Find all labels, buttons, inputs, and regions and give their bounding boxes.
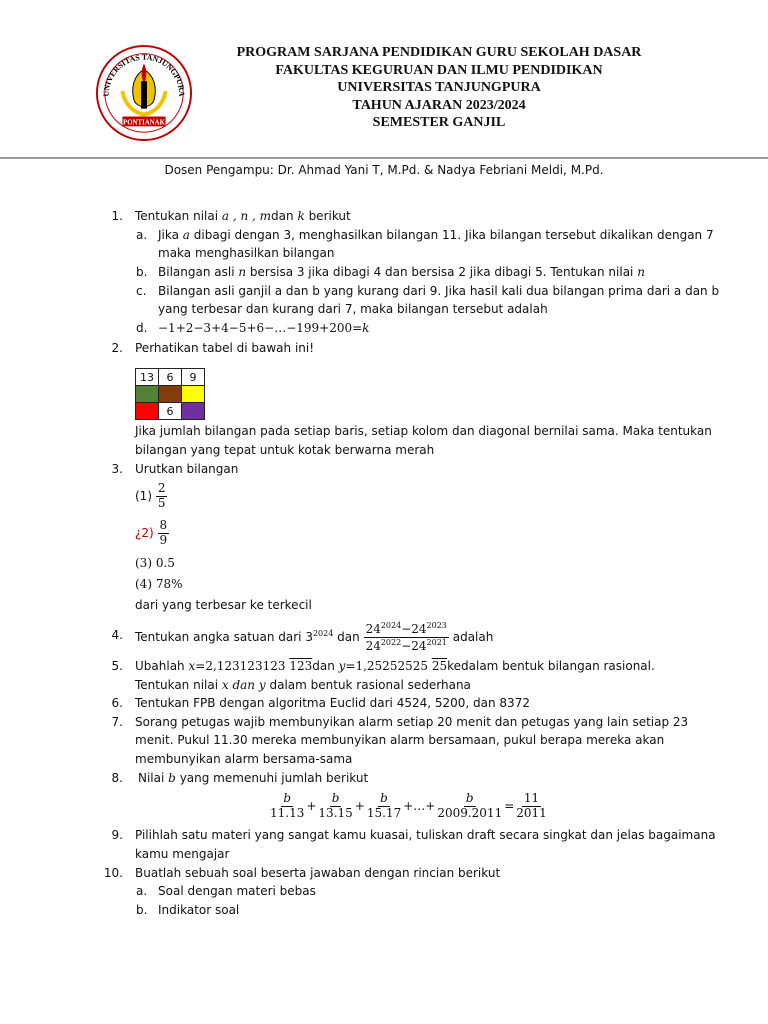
q7-line1: Sorang petugas wajib membunyikan alarm setiap 20 menit dan petugas yang lain setiap 23 [135, 715, 689, 729]
q1c-cont: yang terbesar dan kurang dari 7, maka bilangan tersebut adalah [158, 302, 548, 316]
q7-number: 7. [111, 715, 123, 729]
q3-item2: ¿2) $\frac{8}{9}$ [135, 518, 168, 547]
table-cell: 13 [136, 369, 159, 386]
table-row [136, 403, 205, 420]
table-row [136, 386, 205, 403]
table-cell: 6 [159, 369, 182, 386]
q6-text: Tentukan FPB dengan algoritma Euclid dari 4524, 5200, dan 8372 [135, 696, 530, 710]
q3-number: 3. [111, 462, 123, 476]
q1d-label: d. [136, 321, 148, 335]
q7-line3: membunyikan alarm bersama-sama [135, 752, 353, 766]
logo-bottom-text: PONTIANAK [123, 119, 165, 127]
header-program: PROGRAM SARJANA PENDIDIKAN GURU SEKOLAH DASAR [236, 45, 642, 60]
q4-text: Tentukan angka satuan dari $3^{2024}$ dan $\frac{24^{2024}-24^{2023}}{24^{2022}-24^{2021}}$ adalah [135, 621, 494, 653]
q9-line1: Pilihlah satu materi yang sangat kamu kuasai, tuliskan draft secara singkat dan jelas bagaimana [135, 828, 716, 842]
logo-top-text: UNIVERSITAS TANJUNGPURA [101, 52, 187, 97]
table-cell: 6 [159, 403, 182, 420]
header-academic-year: TAHUN AJARAN 2023/2024 [352, 97, 526, 113]
q10-number: 10. [103, 866, 123, 880]
q2-after-line1: Jika jumlah bilangan pada setiap baris, setiap kolom dan diagonal bernilai sama. Maka tentukan [135, 424, 712, 438]
university-logo [95, 44, 193, 142]
purple-cell [182, 403, 205, 420]
q10-text: Buatlah sebuah soal beserta jawaban dengan rincian berikut [135, 866, 501, 880]
lecturer-line: Dosen Pengampu: Dr. Ahmad Yani T, M.Pd. & Nadya Febriani Meldi, M.Pd. [164, 163, 604, 177]
q7-line2: menit. Pukul 11.30 mereka membunyikan alarm bersamaan, pukul berapa mereka akan [135, 733, 665, 747]
q8-text: Nilai b yang memenuhi jumlah berikut [138, 771, 369, 785]
header-semester: SEMESTER GANJIL [372, 115, 506, 130]
header-university: UNIVERSITAS TANJUNGPURA [337, 80, 541, 95]
q3-text: Urutkan bilangan [135, 462, 239, 476]
q1b-text: Bilangan asli n bersisa 3 jika dibagi 4 dan bersisa 2 jika dibagi 5. Tentukan nilai n [158, 265, 645, 279]
yellow-cell [182, 386, 205, 403]
q1a-label: a. [136, 228, 148, 242]
header-faculty: FAKULTAS KEGURUAN DAN ILMU PENDIDIKAN [275, 62, 603, 78]
q5-number: 5. [111, 659, 123, 673]
q1a-text: Jika a dibagi dengan 3, menghasilkan bilangan 11. Jika bilangan tersebut dikalikan dengan 7 [158, 228, 714, 242]
header-divider [0, 157, 768, 159]
q9-line2: kamu mengajar [135, 847, 230, 861]
q4-number: 4. [111, 628, 123, 642]
q1d-expression: −1+2−3+4−5+6−…−199+200=k [158, 321, 370, 335]
document-header [200, 44, 678, 132]
q3-item1: (1) $\frac{2}{5}$ [135, 481, 166, 510]
q1c-text: Bilangan asli ganjil a dan b yang kurang dari 9. Jika hasil kali dua bilangan prima dari a dan b [158, 284, 720, 298]
q1b-label: b. [136, 265, 148, 279]
q3-tail: dari yang terbesar ke terkecil [135, 598, 312, 612]
q1-intro: Tentukan nilai a , n , mdan k berikut [135, 209, 351, 223]
table-row [136, 369, 205, 386]
q3-item3: (3) 0.5 [135, 556, 175, 570]
q4-fraction: $\frac{24^{2024}-24^{2023}}{24^{2022}-24^{2021}}$ [365, 621, 447, 653]
q8-equation: $\frac{b}{11.13}$ + $\frac{b}{13.15}$ + $\frac{b}{15.17}$ +…+ $\frac{b}{2009.2011}$ = $\frac{11}{2011}$ [270, 791, 547, 820]
q1c-label: c. [136, 284, 147, 298]
brown-cell [159, 386, 182, 403]
q2-text: Perhatikan tabel di bawah ini! [135, 341, 315, 355]
red-cell [136, 403, 159, 420]
q5-line2: Tentukan nilai x dan y dalam bentuk rasional sederhana [135, 678, 471, 692]
q10b-label: b. [136, 903, 148, 917]
q5-line1: Ubahlah x=2,123123123 123dan y=1,25252525 25kedalam bentuk bilangan rasional. [135, 659, 655, 673]
q10a-text: Soal dengan materi bebas [158, 884, 316, 898]
q10b-text: Indikator soal [158, 903, 240, 917]
q2-number: 2. [111, 341, 123, 355]
q6-number: 6. [111, 696, 123, 710]
green-cell [136, 386, 159, 403]
q10a-label: a. [136, 884, 148, 898]
q1a-cont: maka menghasilkan bilangan [158, 246, 335, 260]
q9-number: 9. [111, 828, 123, 842]
q1-number: 1. [111, 209, 123, 223]
q3-item4: (4) 78% [135, 577, 183, 591]
q2-after-line2: bilangan yang tepat untuk kotak berwarna merah [135, 443, 435, 457]
magic-square-table [135, 368, 205, 420]
q8-number: 8. [111, 771, 123, 785]
table-cell: 9 [182, 369, 205, 386]
